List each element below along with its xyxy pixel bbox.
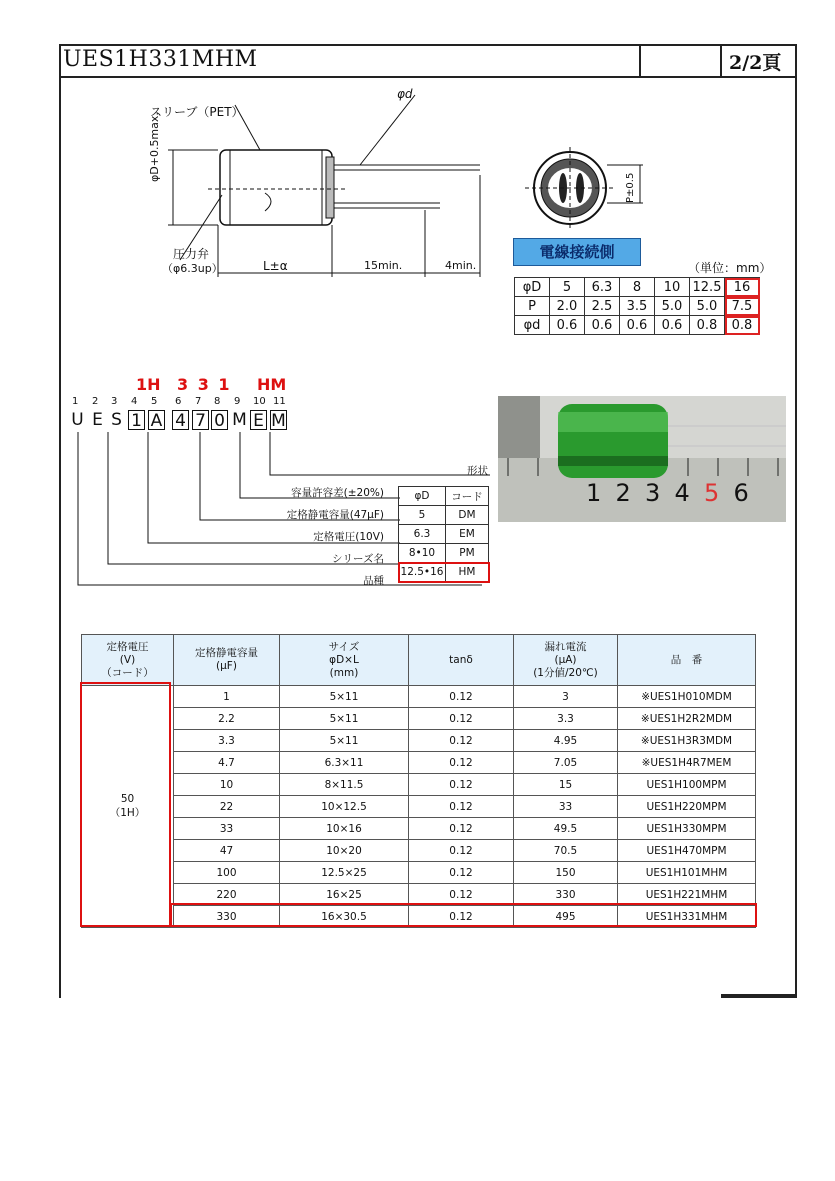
highlighted-cell: 7.5 [725,297,760,316]
table-row [82,840,756,862]
table-cell: 0.12 [409,840,514,862]
legend-shape: 形状 [467,465,488,477]
table-cell: ※UES1H4R7MEM [618,752,756,774]
table-cell: 2.5 [585,297,620,316]
table-cell: 5×11 [280,686,409,708]
unit-label: （単位：mm） [688,261,772,275]
table-row [82,686,756,708]
document-title: UES1H331MHM [63,47,258,72]
page-number: 2/2頁 [729,52,782,74]
table-cell: 22 [174,796,280,818]
ruler-number: 6 [733,479,749,507]
voltage-cell: 50 （1H） [82,686,174,928]
part-code-char: 0 [211,410,228,430]
table-cell: 10×20 [280,840,409,862]
part-code-char: M [232,410,247,430]
table-cell: 8•10 [399,544,446,563]
position-number: 2 [92,396,99,407]
part-code-char: M [271,411,286,431]
part-code-char: E [250,410,267,430]
header-text: 定格静電容量 (μF) [195,647,258,672]
header-text: 定格電圧 (V) （コード） [101,640,154,679]
legend-series: シリーズ名 [332,553,384,565]
column-header [280,635,409,686]
table-cell: 2.0 [550,297,585,316]
ruler-number: 1 [586,479,602,507]
table-cell: UES1H330MPM [618,818,756,840]
lead-diameter-label: φd [397,87,413,101]
table-cell: 33 [174,818,280,840]
table-cell: ※UES1H010MDM [618,686,756,708]
frame-footer-mark [721,994,797,998]
lead-dimension-table [514,277,760,335]
table-cell: 6.3×11 [280,752,409,774]
table-cell: EM [446,525,489,544]
part-code-char: E [92,410,103,430]
table-row [515,278,760,297]
table-cell: 47 [174,840,280,862]
vent-label: 圧力弁 [173,247,210,261]
position-number: 1 [72,396,79,407]
table-cell: 0.12 [409,862,514,884]
pitch-label: P±0.5 [625,172,636,203]
table-cell: 495 [514,906,618,928]
lead-length-label: 15min. [364,259,403,272]
position-number: 6 [175,396,182,407]
table-row [82,796,756,818]
header-text: tanδ [449,653,473,666]
table-row [399,506,489,525]
table-cell: 70.5 [514,840,618,862]
table-cell: 0.6 [585,316,620,335]
table-cell: UES1H470MPM [618,840,756,862]
table-cell: UES1H101MHM [618,862,756,884]
table-header-row [82,635,756,686]
legend-tolerance: 容量許容差(±20%) [291,487,384,499]
table-cell: 3.3 [174,730,280,752]
part-code-char: U [71,410,84,430]
table-cell: 33 [514,796,618,818]
table-row [515,297,760,316]
table-row [82,708,756,730]
table-cell: 5×11 [280,730,409,752]
sleeve-label: スリーブ（PET） [150,105,244,119]
shape-code-table [398,486,489,582]
table-row [399,563,489,582]
position-number: 9 [234,396,241,407]
table-cell: 0.6 [550,316,585,335]
column-header [514,635,618,686]
column-header [409,635,514,686]
table-cell: 4.7 [174,752,280,774]
table-cell: 49.5 [514,818,618,840]
table-cell: ※UES1H2R2MDM [618,708,756,730]
red-code-shape: HM [257,375,287,394]
table-cell: 0.12 [409,818,514,840]
highlighted-cell: 0.8 [725,316,760,335]
table-cell: 0.12 [409,730,514,752]
position-number: 7 [195,396,202,407]
table-row [399,525,489,544]
header-text: サイズ φD×L (mm) [328,640,360,679]
table-cell: 3.3 [514,708,618,730]
table-cell: 6.3 [399,525,446,544]
table-cell: 0.6 [655,316,690,335]
table-cell: 0.12 [409,686,514,708]
table-cell: 0.12 [409,796,514,818]
table-cell: 3.5 [620,297,655,316]
table-cell: 7.05 [514,752,618,774]
part-code-char: A [148,410,165,430]
row-label: φd [515,316,550,335]
column-header: φD [399,487,446,506]
product-table [81,634,756,928]
table-cell: 5 [550,278,585,297]
table-cell: 5×11 [280,708,409,730]
position-number: 8 [214,396,221,407]
table-cell: 330 [174,906,280,928]
table-row [82,818,756,840]
table-cell: 15 [514,774,618,796]
length-label: L±α [263,259,288,273]
position-number: 11 [273,396,286,407]
legend-type: 品種 [363,575,384,587]
table-cell: 10 [655,278,690,297]
header-text: 漏れ電流 (μA) (1分値/20℃) [533,640,598,679]
table-cell: 0.6 [620,316,655,335]
part-code-char: 4 [172,410,189,430]
position-number: 3 [111,396,118,407]
position-number: 10 [253,396,266,407]
product-table-body [82,686,756,928]
table-row [399,487,489,506]
table-cell: UES1H331MHM [618,906,756,928]
frame-right-border [795,76,797,998]
column-header [82,635,174,686]
table-cell: 10×16 [280,818,409,840]
table-cell: 0.8 [690,316,725,335]
table-cell: 330 [514,884,618,906]
red-code-voltage: 1H [136,375,161,394]
legend-voltage: 定格電圧(10V) [313,531,384,543]
column-header [618,635,756,686]
vent-note: （φ6.3up） [162,262,223,275]
ruler-number: 4 [674,479,690,507]
table-cell: 6.3 [585,278,620,297]
table-cell: DM [446,506,489,525]
table-row [399,544,489,563]
table-cell: 2.2 [174,708,280,730]
part-code-char: S [111,410,122,430]
table-cell: 16×25 [280,884,409,906]
table-row [82,884,756,906]
table-cell: ※UES1H3R3MDM [618,730,756,752]
table-cell: 4.95 [514,730,618,752]
table-cell: 5.0 [655,297,690,316]
row-label: φD [515,278,550,297]
column-header [174,635,280,686]
table-row [82,730,756,752]
table-cell: 3 [514,686,618,708]
table-cell: 1 [174,686,280,708]
column-header: コード [446,487,489,506]
ruler-number: 3 [645,479,661,507]
table-cell: 12.5•16 [399,563,446,582]
row-label: P [515,297,550,316]
table-row [82,774,756,796]
part-code-char: 1 [128,410,145,430]
table-cell: 0.12 [409,884,514,906]
table-cell: 8 [620,278,655,297]
part-code-char: 7 [192,410,209,430]
ruler-number: 2 [615,479,631,507]
table-cell: 5 [399,506,446,525]
table-cell: UES1H220MPM [618,796,756,818]
table-cell: 10×12.5 [280,796,409,818]
table-cell: 0.12 [409,752,514,774]
table-cell: 150 [514,862,618,884]
ruler-number: 5 [704,479,720,507]
table-cell: UES1H221MHM [618,884,756,906]
table-cell: PM [446,544,489,563]
red-code-capacitance: 3 3 1 [177,375,232,394]
highlighted-cell: 16 [725,278,760,297]
table-cell: 220 [174,884,280,906]
table-cell: 12.5 [690,278,725,297]
position-number: 4 [131,396,138,407]
table-cell: 8×11.5 [280,774,409,796]
table-cell: 12.5×25 [280,862,409,884]
tip-length-label: 4min. [445,259,477,272]
table-cell: 0.12 [409,774,514,796]
table-row [82,752,756,774]
table-row [82,906,756,928]
table-row [515,316,760,335]
header-divider [720,44,722,78]
table-row [82,862,756,884]
table-cell: 0.12 [409,708,514,730]
position-number: 5 [151,396,158,407]
legend-capacitance: 定格静電容量(47μF) [286,509,384,521]
table-cell: 16×30.5 [280,906,409,928]
table-cell: 5.0 [690,297,725,316]
table-cell: 10 [174,774,280,796]
table-cell: 100 [174,862,280,884]
header-divider [639,44,641,78]
table-cell: HM [446,563,489,582]
lead-table-title: 電線接続側 [513,238,641,266]
table-cell: 0.12 [409,906,514,928]
table-cell: UES1H100MPM [618,774,756,796]
diameter-dim-label: φD+0.5max. [148,112,161,182]
frame-left-border [59,76,61,998]
header-text: 品 番 [670,653,703,666]
